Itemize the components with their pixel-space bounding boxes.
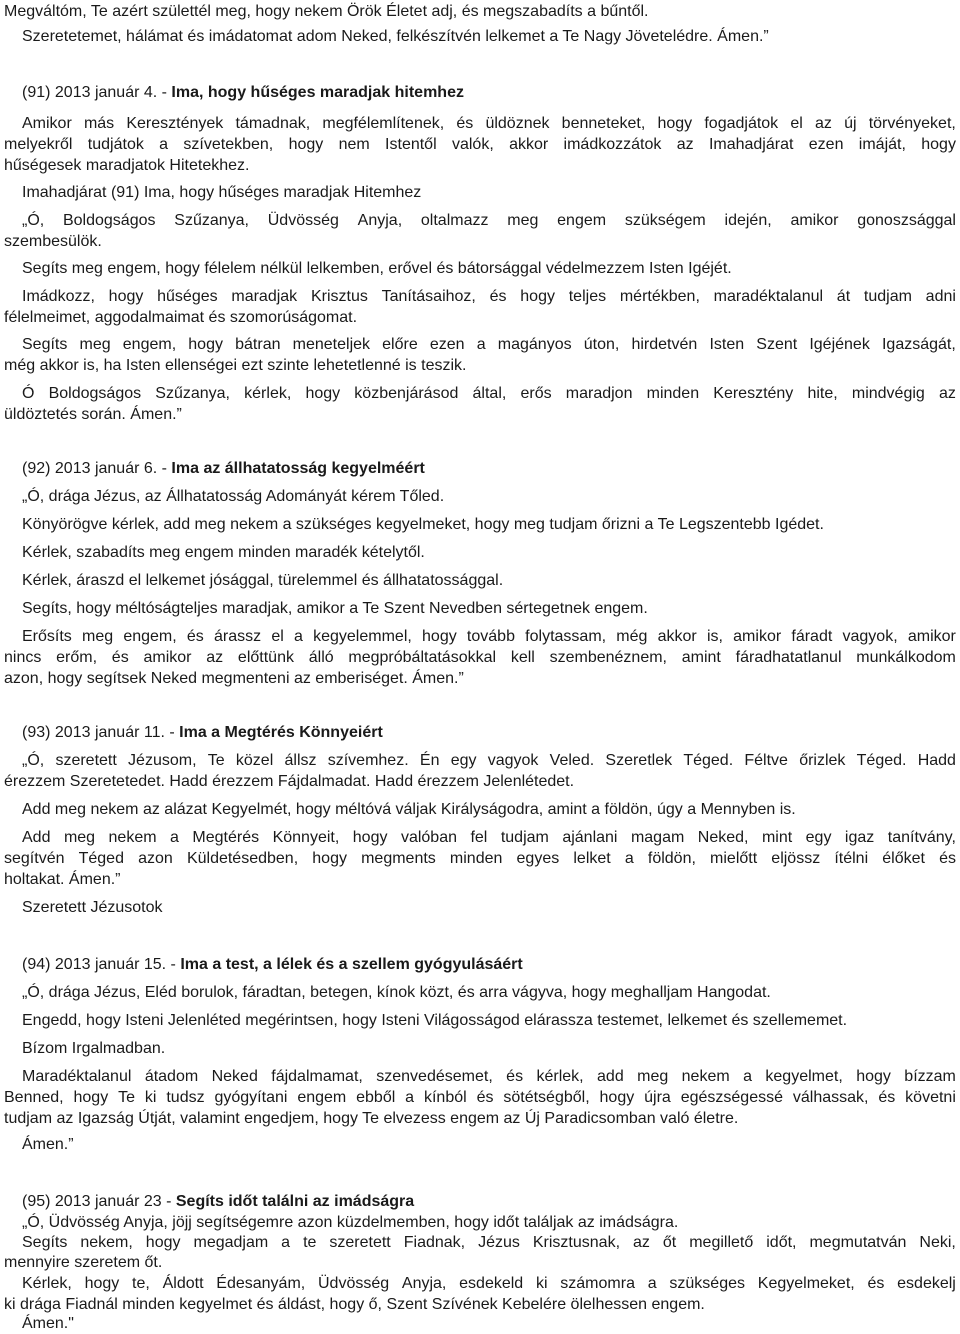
word: hogy <box>288 136 324 153</box>
text-line: Engedd, hogy Isteni Jelenléted megérintsen, hogy Isteni Világosságod elárassza testemet, lelkemet és szellememet. <box>22 1012 848 1029</box>
word: tudjátok <box>87 136 144 153</box>
word: és <box>111 649 129 666</box>
word: el <box>271 628 284 645</box>
text-line: holtakat. Ámen.” <box>4 871 121 888</box>
word: és <box>186 628 204 645</box>
text-line: Segíts, hogy méltóságteljes maradjak, amikor a Te Szent Nevedben sértegetnek engem. <box>22 600 648 617</box>
word: ezen <box>808 136 844 153</box>
text-line: Kérlek, szabadíts meg engem minden maradék kételytől. <box>22 544 425 561</box>
word: az <box>814 115 832 132</box>
text-line <box>22 751 956 771</box>
word: segítvén <box>4 850 65 867</box>
word: át <box>836 288 851 305</box>
word: előre <box>382 336 418 353</box>
word: minden <box>646 385 700 402</box>
word: más <box>83 115 115 132</box>
word: Üdvösség <box>317 1275 390 1292</box>
text-line <box>22 1233 956 1253</box>
word: imáját, <box>858 136 906 153</box>
word: engem <box>557 212 607 229</box>
word: földön, <box>647 850 696 867</box>
word: nekem, <box>80 1234 133 1251</box>
word: követni <box>905 1089 956 1106</box>
word: nincs <box>4 649 42 666</box>
word: hogy <box>657 115 693 132</box>
word: a <box>476 336 486 353</box>
word: minden <box>449 850 503 867</box>
word: és <box>456 115 474 132</box>
word: hogy <box>599 1089 635 1106</box>
word: vagyok <box>487 752 539 769</box>
word: és <box>878 1089 896 1106</box>
word: szívetekben, <box>183 136 274 153</box>
word: magam <box>630 829 685 846</box>
section-heading <box>22 723 956 743</box>
word: maradéktalanul <box>713 288 824 305</box>
word: erőm, <box>56 649 98 666</box>
word: mindvégig <box>851 385 925 402</box>
word: és <box>476 1089 494 1106</box>
word: Krisztus <box>310 288 368 305</box>
word: Boldogságos <box>62 212 156 229</box>
word: új <box>844 115 857 132</box>
word: Szűzanya, <box>155 385 230 402</box>
word: Veled. <box>549 752 595 769</box>
word: amint <box>681 649 721 666</box>
word: tudsz <box>166 1089 205 1106</box>
word: az <box>676 136 694 153</box>
word: az <box>206 649 224 666</box>
word: amikor <box>907 628 956 645</box>
word: magányos <box>497 336 572 353</box>
word: Igazságát, <box>881 336 956 353</box>
word: hogy <box>73 1089 109 1106</box>
word: Erősíts <box>22 628 72 645</box>
word: munkálkodom <box>856 649 956 666</box>
word: a <box>647 1275 657 1292</box>
text-line <box>22 114 956 134</box>
heading-date: (93) 2013 január 11. - <box>22 724 180 741</box>
word: Keresztények <box>126 115 224 132</box>
word: szeretett <box>329 1234 391 1251</box>
word: válhassak, <box>792 1089 869 1106</box>
word: amikor <box>143 649 192 666</box>
word: Szeretlek <box>605 752 673 769</box>
text-line <box>4 648 956 668</box>
word: Istentől <box>385 136 437 153</box>
text-line: tudjam az Igazság Útját, valamint engedjem, hogy Te elvezess engem az Új Paradicsomban való életre. <box>4 1110 739 1127</box>
word: a <box>624 850 634 867</box>
word: hogy <box>856 1068 891 1085</box>
word: a <box>294 628 303 645</box>
word: Neked, <box>697 829 749 846</box>
word: te <box>303 1234 317 1251</box>
text-line <box>4 849 956 869</box>
word: ítélni <box>834 850 869 867</box>
word: kérlek, <box>536 1068 584 1085</box>
word: Anyja, <box>357 212 403 229</box>
heading-title: Segíts időt találni az imádságra <box>175 1193 415 1210</box>
word: üldöznek <box>485 115 550 132</box>
word: valóban <box>400 829 457 846</box>
heading-date: (91) 2013 január 4. - <box>22 84 172 101</box>
word: állsz <box>284 752 317 769</box>
word: Könnyeit, <box>272 829 340 846</box>
word: add <box>597 1068 624 1085</box>
word: megpróbáltatásokkal <box>348 649 497 666</box>
word: megadjam <box>193 1234 269 1251</box>
word: számomra <box>560 1275 635 1292</box>
word: gyógyítani <box>214 1089 288 1106</box>
word: esdekeld <box>459 1275 524 1292</box>
text-line <box>22 1274 956 1294</box>
word: árassz <box>214 628 262 645</box>
word: hogy <box>145 1234 181 1251</box>
word: idején, <box>724 212 772 229</box>
section-heading <box>22 955 956 975</box>
word: kell <box>510 649 535 666</box>
word: Amikor <box>22 115 72 132</box>
word: a <box>405 1089 415 1106</box>
word: az <box>938 385 956 402</box>
word: Jézusom, <box>128 752 197 769</box>
word: hogy <box>188 336 223 353</box>
text-line: Szeretett Jézusotok <box>22 899 163 916</box>
text-line: Ámen." <box>22 1315 74 1332</box>
text-line: Megváltóm, Te azért születtél meg, hogy nekem Örök Életet adj, és megszabadíts a bűntől. <box>4 3 649 20</box>
word: támadnak, <box>235 115 311 132</box>
word: Te <box>118 1089 135 1106</box>
word: Neked <box>211 1068 258 1085</box>
word: megfélemlítenek, <box>322 115 445 132</box>
word: erős <box>520 385 552 402</box>
word: engem, <box>122 336 177 353</box>
word: Kérlek, <box>22 1275 72 1292</box>
word: mielőtt <box>710 850 758 867</box>
word: Igéjének <box>809 336 870 353</box>
word: „Ó, <box>22 212 45 229</box>
word: mértékben, <box>619 288 700 305</box>
word: bízzam <box>904 1068 956 1085</box>
word: szembenéznem, <box>549 649 667 666</box>
word: Szent <box>756 336 798 353</box>
word: fogadjátok <box>704 115 779 132</box>
word: őt <box>662 1234 677 1251</box>
word: és <box>506 1068 524 1085</box>
word: Benned, <box>4 1089 64 1106</box>
word: fáradhatatlanul <box>735 649 842 666</box>
word: Tanításaihoz, <box>381 288 476 305</box>
word: Segíts <box>22 336 68 353</box>
word: amikor <box>790 212 839 229</box>
word: kérlek, <box>244 385 292 402</box>
heading-title: Ima a test, a lélek és a szellem gyógyulásáért <box>180 956 523 973</box>
word: mint <box>761 829 793 846</box>
word: is, <box>706 628 723 645</box>
word: Isten <box>709 336 745 353</box>
word: tovább <box>466 628 515 645</box>
text-line: Bízom Irgalmadban. <box>22 1040 166 1057</box>
text-line: „Ó, drága Jézus, az Állhatatosság Adományát kérem Tőled. <box>22 488 445 505</box>
word: engem, <box>123 628 177 645</box>
word: előttünk <box>237 649 294 666</box>
word: álló <box>308 649 334 666</box>
word: megments <box>361 850 436 867</box>
word: szükségem <box>624 212 706 229</box>
text-line: mennyire szeretem őt. <box>4 1254 163 1271</box>
word: bátran <box>235 336 281 353</box>
heading-title: Ima az állhatatosság kegyelméért <box>171 460 425 477</box>
word: fájdalmamat, <box>271 1068 363 1085</box>
word: Jézus <box>478 1234 520 1251</box>
word: ki <box>535 1275 548 1292</box>
word: esdekelj <box>897 1275 956 1292</box>
word: megmutatván <box>809 1234 907 1251</box>
word: akkor <box>657 628 697 645</box>
word: hogy <box>422 628 457 645</box>
text-line: érezzem Szeretetedet. Hadd érezzem Fájdalmadat. Hadd érezzem Jelenlétedet. <box>4 773 575 790</box>
word: megillető <box>689 1234 754 1251</box>
heading-date: (95) 2013 január 23 - <box>22 1193 176 1210</box>
text-line <box>22 335 956 355</box>
word: folytassam, <box>525 628 607 645</box>
word: meg <box>63 829 96 846</box>
word: adni <box>925 288 956 305</box>
word: Add <box>22 829 51 846</box>
word: sötétségből, <box>503 1089 590 1106</box>
word: lelket <box>573 850 611 867</box>
text-line: Add meg nekem az alázat Kegyelmét, hogy méltóvá váljak Királyságodra, amint a földön, úgy a Mennyben is. <box>22 801 796 818</box>
word: Keresztény <box>713 385 794 402</box>
word: hogy <box>921 136 956 153</box>
word: imádkozzátok <box>563 136 662 153</box>
word: fáradt <box>791 628 833 645</box>
word: szenvedésemet, <box>376 1068 493 1085</box>
word: ki <box>144 1089 157 1106</box>
word: nekem <box>108 829 157 846</box>
word: azon <box>138 850 173 867</box>
word: Téged. <box>856 752 907 769</box>
word: ezen <box>429 336 465 353</box>
text-line <box>4 1088 956 1108</box>
word: egészségessé <box>680 1089 783 1106</box>
word: Krisztusnak, <box>532 1234 621 1251</box>
word: Te <box>207 752 225 769</box>
word: meg <box>82 628 114 645</box>
word: engem <box>297 1089 347 1106</box>
word: eljössz <box>771 850 821 867</box>
text-line <box>22 1067 956 1087</box>
word: a <box>159 136 169 153</box>
word: Maradéktalanul <box>22 1068 132 1085</box>
word: te, <box>132 1275 150 1292</box>
text-line <box>22 211 956 231</box>
text-line: azon, hogy segítsek Neked megmenteni az emberiséget. Ámen.” <box>4 670 464 687</box>
word: hite, <box>807 385 838 402</box>
word: Segíts <box>22 1234 68 1251</box>
word: Hadd <box>917 752 956 769</box>
word: nem <box>338 136 370 153</box>
word: Áldott <box>162 1275 204 1292</box>
word: meg <box>637 1068 669 1085</box>
heading-date: (94) 2013 január 15. - <box>22 956 181 973</box>
word: maradjak <box>231 288 298 305</box>
word: Édesanyám, <box>216 1275 306 1292</box>
word: kínból <box>423 1089 467 1106</box>
word: időt, <box>766 1234 797 1251</box>
word: ajánlani <box>562 829 618 846</box>
word: ebből <box>356 1089 396 1106</box>
word: és <box>867 1275 885 1292</box>
word: még <box>616 628 648 645</box>
word: egy <box>450 752 477 769</box>
word: a <box>281 1234 291 1251</box>
word: Imádkozz, <box>22 288 95 305</box>
word: Imahadjárat <box>708 136 794 153</box>
text-line: Szeretetemet, hálámat és imádatomat adom Neked, felkészítvén lelkemet a Te Nagy Jövetelédre. Ámen.” <box>22 28 769 45</box>
word: és <box>939 850 956 867</box>
word: tudjam <box>500 829 549 846</box>
word: Téged <box>78 850 124 867</box>
word: hogy <box>352 829 388 846</box>
section-heading <box>22 459 956 479</box>
word: az <box>633 1234 650 1251</box>
word: és <box>489 288 507 305</box>
word: közel <box>235 752 274 769</box>
word: meneteljek <box>292 336 371 353</box>
word: meg <box>507 212 539 229</box>
word: kegyelmet, <box>765 1068 843 1085</box>
text-line <box>22 627 956 647</box>
text-line: Ámen.” <box>22 1136 74 1153</box>
word: Boldogságos <box>48 385 142 402</box>
text-line: hűségesek maradjatok Hitetekhez. <box>4 157 250 174</box>
text-line <box>4 135 956 155</box>
text-line: Kérlek, áraszd el lelkemet jósággal, türelemmel és állhatatossággal. <box>22 572 504 589</box>
word: Fiadnak, <box>403 1234 466 1251</box>
section-heading <box>22 83 956 103</box>
word: szükséges <box>669 1275 745 1292</box>
heading-title: Ima a Megtérés Könnyeiért <box>179 724 383 741</box>
word: Neki, <box>919 1234 956 1251</box>
word: újra <box>644 1089 671 1106</box>
word: Féltve <box>744 752 788 769</box>
text-line: még akkor is, ha Isten ellenségei ezt szinte lehetetlenné is teszik. <box>4 357 467 374</box>
word: egyes <box>516 850 560 867</box>
text-line <box>22 828 956 848</box>
word: hogy <box>84 1275 120 1292</box>
word: hogy <box>108 288 144 305</box>
word: tanítvány, <box>887 829 956 846</box>
text-line: Segíts meg engem, hogy félelem nélkül lelkemben, erővel és bátorsággal védelmezzem Isten Igéjét. <box>22 260 732 277</box>
word: vagyok, <box>842 628 898 645</box>
word: Én <box>419 752 440 769</box>
word: valók, <box>451 136 494 153</box>
word: maradjon <box>565 385 633 402</box>
word: Szűzanya, <box>174 212 249 229</box>
word: oltalmazz <box>420 212 489 229</box>
text-line: „Ó, Üdvösség Anyja, jöjj segítségemre azon küzdelmemben, hogy időt találjak az imádságra. <box>22 1214 679 1231</box>
word: a <box>170 829 179 846</box>
word: el <box>790 115 803 132</box>
word: szívemhez. <box>327 752 409 769</box>
text-line: „Ó, drága Jézus, Eléd borulok, fáradtan, betegen, kínok közt, és arra vágyva, hogy meghalljam Hangodat. <box>22 984 771 1001</box>
text-line <box>22 287 956 307</box>
word: szeretett <box>55 752 117 769</box>
text-line: félelmeimet, aggodalmaimat és szomorúságomat. <box>4 309 358 326</box>
word: hogy <box>312 850 347 867</box>
text-line: Imahadjárat (91) Ima, hogy hűséges maradjak Hitemhez <box>22 184 422 201</box>
text-line <box>22 384 956 404</box>
word: Téged. <box>683 752 734 769</box>
word: fel <box>470 829 488 846</box>
word: közbenjárásod <box>354 385 459 402</box>
word: gonoszsággal <box>857 212 956 229</box>
word: benneteket, <box>561 115 646 132</box>
word: hogy <box>520 288 555 305</box>
word: teljes <box>568 288 607 305</box>
word: Kegyelmeket, <box>757 1275 855 1292</box>
text-line: szembesülök. <box>4 233 102 250</box>
word: amikor <box>733 628 782 645</box>
word: igaz <box>844 829 875 846</box>
text-line: ki drága Fiadnál minden kegyelmet és áldást, hogy ő, Szent Szívének Kebelére ölelhessen engem. <box>4 1296 705 1313</box>
heading-title: Ima, hogy hűséges maradjak hitemhez <box>171 84 464 101</box>
word: élőket <box>882 850 925 867</box>
word: őrizlek <box>799 752 846 769</box>
word: tudjam <box>863 288 912 305</box>
word: törvényeket, <box>868 115 956 132</box>
word: Üdvösség <box>267 212 339 229</box>
word: átadom <box>144 1068 199 1085</box>
word: akkor <box>509 136 549 153</box>
word: hogy <box>305 385 341 402</box>
word: nekem <box>681 1068 730 1085</box>
word: a <box>743 1068 752 1085</box>
word: kegyelemmel, <box>313 628 412 645</box>
word: hirdetvén <box>631 336 698 353</box>
heading-date: (92) 2013 január 6. - <box>22 460 172 477</box>
word: által, <box>472 385 507 402</box>
word: Megtérés <box>192 829 260 846</box>
word: egy <box>805 829 832 846</box>
text-line: Könyörögve kérlek, add meg nekem a szükséges kegyelmeket, hogy meg tudjam őrizni a Te Legszentebb Igédet. <box>22 516 824 533</box>
word: „Ó, <box>22 752 45 769</box>
section-heading <box>22 1192 956 1212</box>
word: hűséges <box>157 288 218 305</box>
text-line: üldöztetés során. Ámen.” <box>4 406 182 423</box>
word: Küldetésedben, <box>186 850 299 867</box>
word: úton, <box>583 336 620 353</box>
word: meg <box>79 336 111 353</box>
word: melyekről <box>4 136 73 153</box>
word: Anyja, <box>401 1275 447 1292</box>
word: Ó <box>22 385 35 402</box>
